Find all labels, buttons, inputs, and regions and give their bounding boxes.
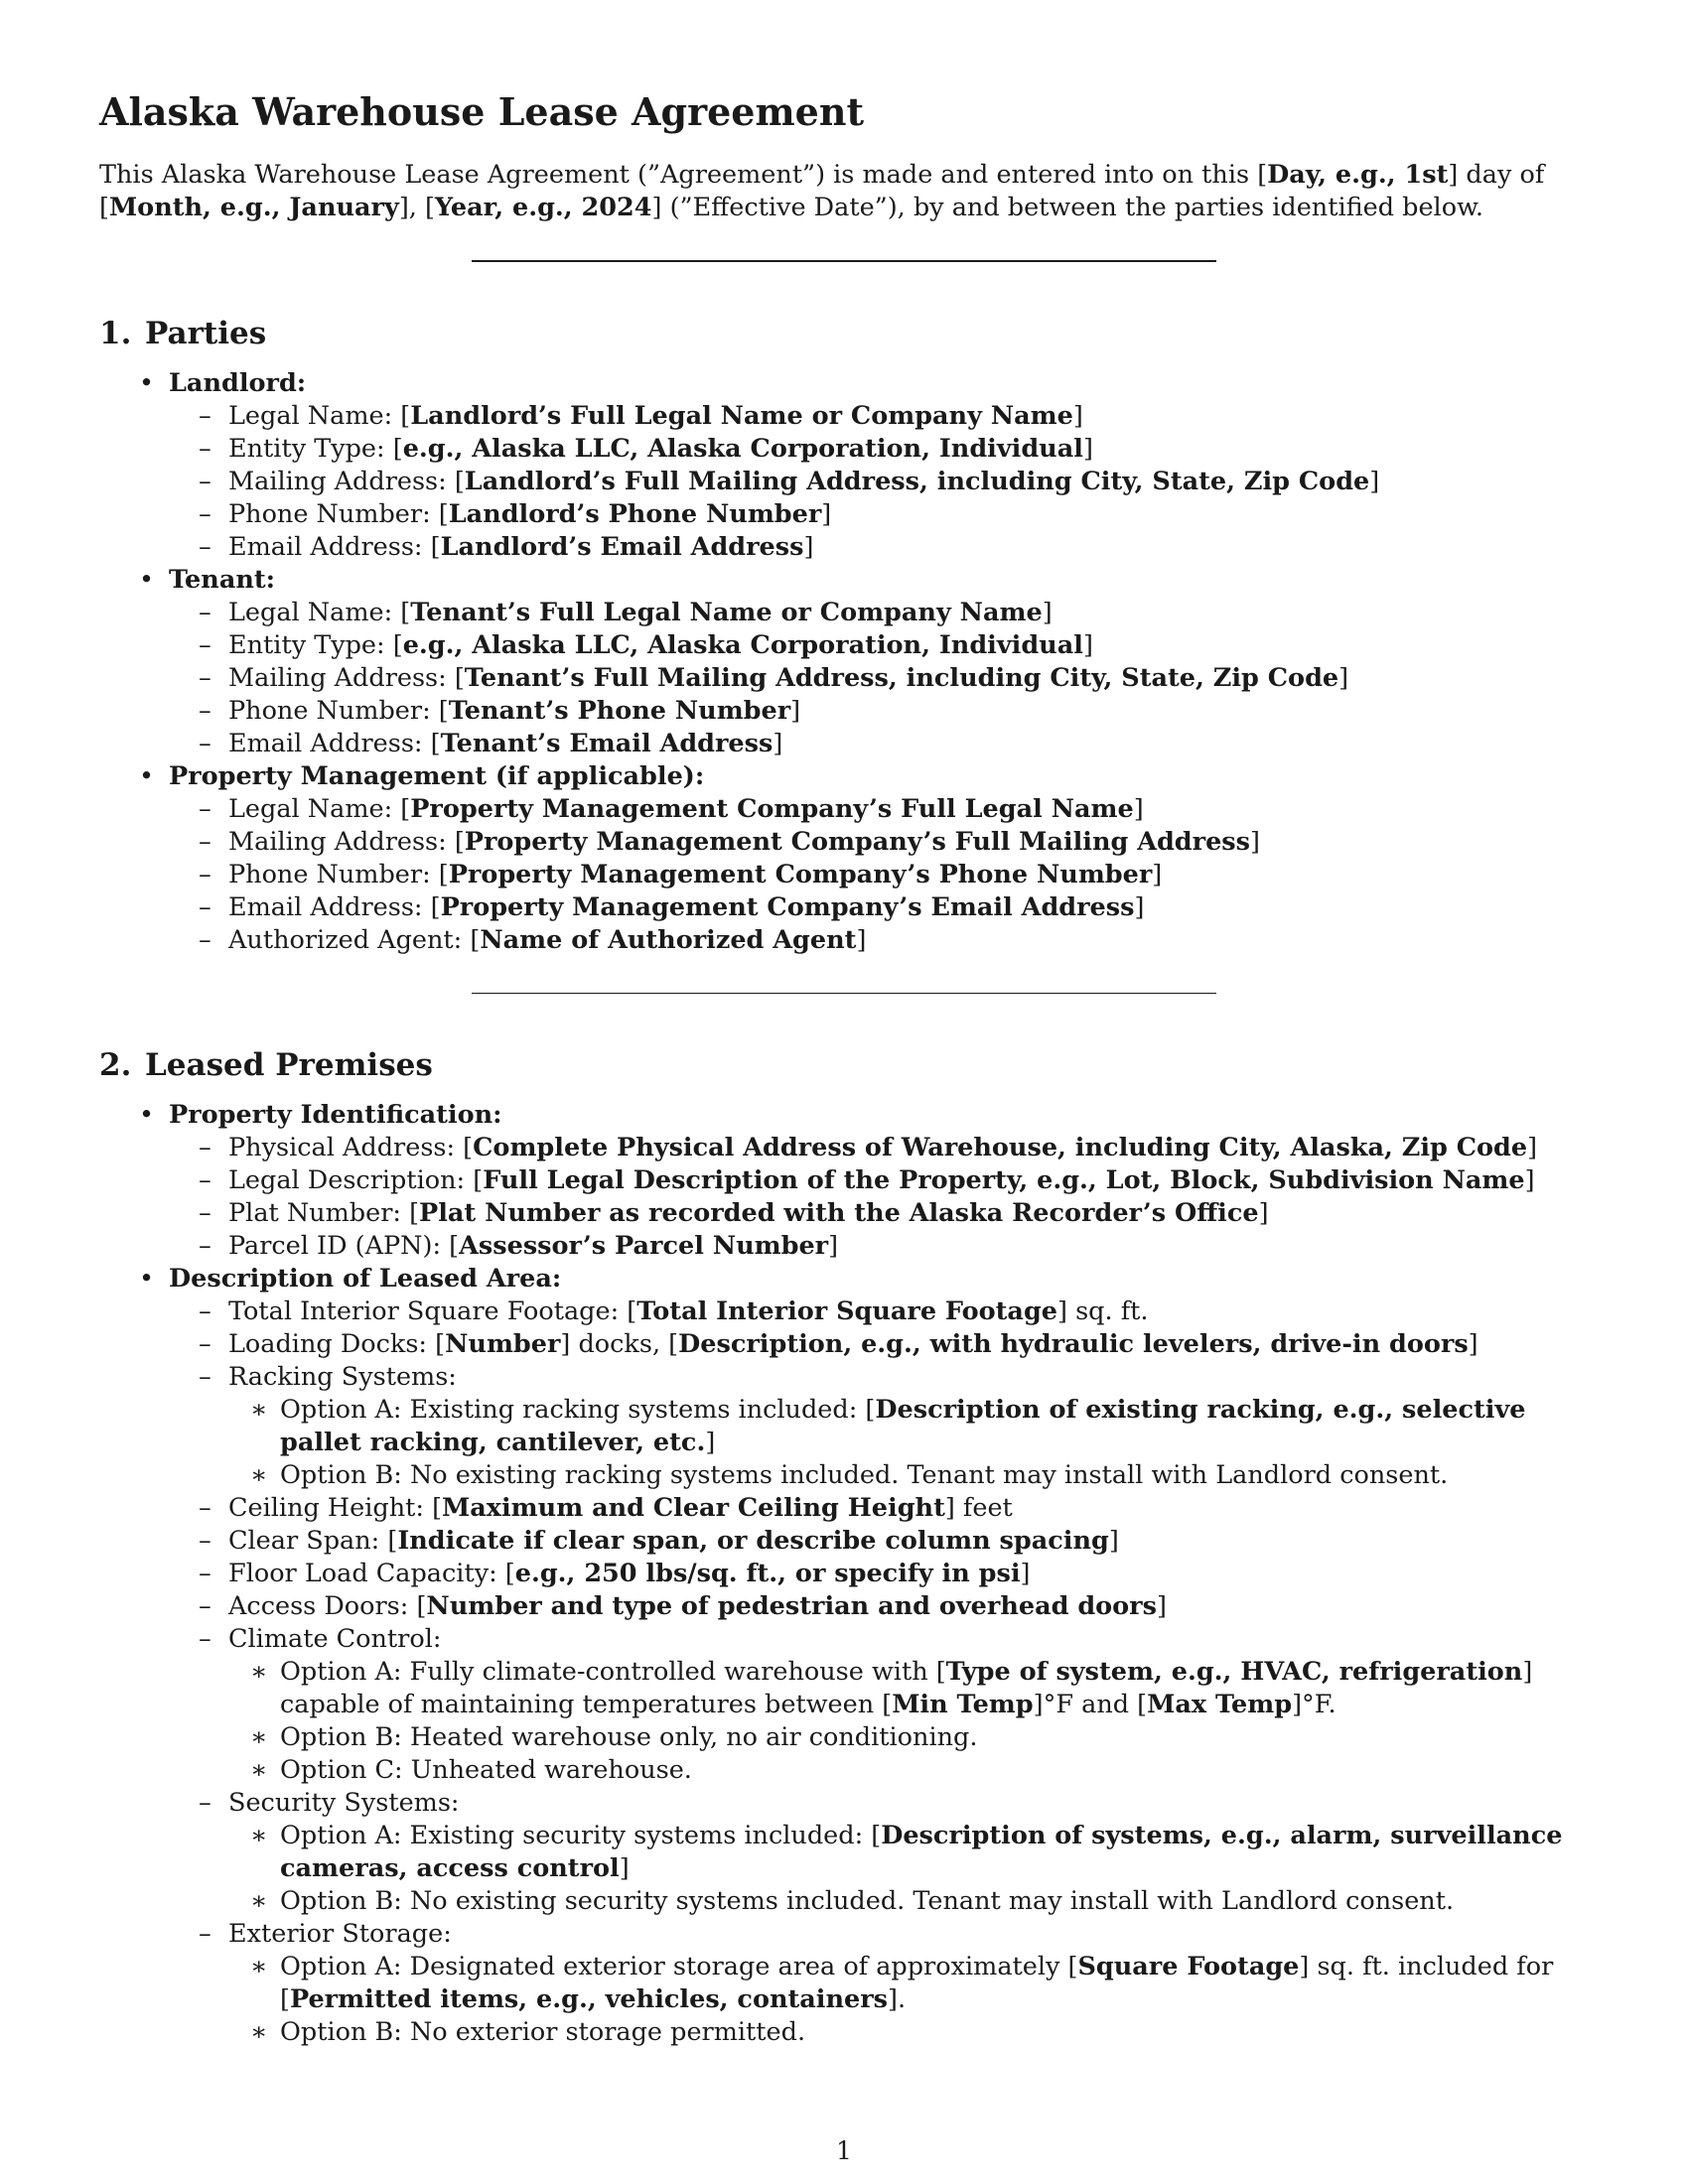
list-item: – Phone Number: [Tenant’s Phone Number]	[169, 695, 1589, 728]
list-item: – Legal Name: [Property Management Company’s Full Legal Name]	[169, 793, 1589, 826]
list-item: – Entity Type: [e.g., Alaska LLC, Alaska Corporation, Individual]	[169, 629, 1589, 662]
racking-systems-item: – Racking Systems: ∗ Option A: Existing racking systems included: [Description of existing racking, e.g., selective pallet racking, cantilever, etc.] ∗ Option B: No existing racking systems included. Tenant may install with Landlord consent.	[169, 1361, 1589, 1492]
list-item: – Legal Name: [Landlord’s Full Legal Name or Company Name]	[169, 400, 1589, 433]
square-footage-item: – Total Interior Square Footage: [Total Interior Square Footage] sq. ft.	[169, 1296, 1589, 1328]
list-item: – Phone Number: [Property Management Company’s Phone Number]	[169, 859, 1589, 891]
premises-list	[99, 1099, 1589, 2049]
option-item: ∗ Option B: No existing security systems included. Tenant may install with Landlord consent.	[169, 1885, 1589, 1918]
clear-span-item: – Clear Span: [Indicate if clear span, or describe column spacing]	[169, 1525, 1589, 1558]
option-item: ∗ Option A: Existing security systems included: [Description of systems, e.g., alarm, surveillance cameras, access control]	[169, 1820, 1589, 1885]
list-item: – Email Address: [Tenant’s Email Address]	[169, 728, 1589, 760]
list-item: – Authorized Agent: [Name of Authorized Agent]	[169, 924, 1589, 957]
list-item: – Plat Number: [Plat Number as recorded with the Alaska Recorder’s Office]	[169, 1197, 1589, 1230]
parties-list	[99, 367, 1589, 957]
document-title: Alaska Warehouse Lease Agreement	[99, 89, 865, 134]
list-item: – Legal Name: [Tenant’s Full Legal Name or Company Name]	[169, 597, 1589, 629]
list-item: – Physical Address: [Complete Physical Address of Warehouse, including City, Alaska, Zip Code]	[169, 1132, 1589, 1164]
climate-control-item: – Climate Control: ∗ Option A: Fully climate-controlled warehouse with [Type of system, e.g., HVAC, refrigeration] capable of maintaining temperatures between [Min Temp]°F and [Max Temp]°F. ∗ Option B: Heated warehouse only, no air conditioning. ∗ Option C: Unheated warehouse.	[169, 1623, 1589, 1787]
section-divider	[472, 993, 1216, 994]
property-identification-item: • Property Identification: – Physical Address: [Complete Physical Address of Warehouse, including City, Alaska, Zip Code] – Legal Description: [Full Legal Description of the Property, e.g., Lot, Block, Subdivision Name] – Plat Number: [Plat Number as recorded with the Alaska Recorder’s Office] – Parcel ID (APN): [Assessor’s Parcel Number]	[99, 1099, 1589, 1263]
ceiling-height-item: – Ceiling Height: [Maximum and Clear Ceiling Height] feet	[169, 1492, 1589, 1525]
list-item: – Email Address: [Property Management Company’s Email Address]	[169, 891, 1589, 924]
property-management-item: • Property Management (if applicable): – Legal Name: [Property Management Company’s Full Legal Name] – Mailing Address: [Property Management Company’s Full Mailing Address] – Phone Number: [Property Management Company’s Phone Number] – Email Address: [Property Management Company’s Email Address] – Authorized Agent: [Name of Authorized Agent]	[99, 760, 1589, 957]
list-item: – Entity Type: [e.g., Alaska LLC, Alaska Corporation, Individual]	[169, 433, 1589, 466]
landlord-item: • Landlord: – Legal Name: [Landlord’s Full Legal Name or Company Name] – Entity Type: [e.g., Alaska LLC, Alaska Corporation, Individual] – Mailing Address: [Landlord’s Full Mailing Address, including City, State, Zip Code] – Phone Number: [Landlord’s Phone Number] – Email Address: [Landlord’s Email Address]	[99, 367, 1589, 564]
loading-docks-item: – Loading Docks: [Number] docks, [Description, e.g., with hydraulic levelers, drive-in doors]	[169, 1328, 1589, 1361]
list-item: – Mailing Address: [Tenant’s Full Mailing Address, including City, State, Zip Code]	[169, 662, 1589, 695]
option-item: ∗ Option A: Existing racking systems included: [Description of existing racking, e.g., selective pallet racking, cantilever, etc.]	[169, 1394, 1589, 1459]
security-systems-item: – Security Systems: ∗ Option A: Existing security systems included: [Description of systems, e.g., alarm, surveillance cameras, access control] ∗ Option B: No existing security systems included. Tenant may install with Landlord consent.	[169, 1787, 1589, 1918]
leased-area-item: • Description of Leased Area: – Total Interior Square Footage: [Total Interior Square Footage] sq. ft. – Loading Docks: [Number] docks, [Description, e.g., with hydraulic levelers, drive-in doors] – Racking Systems: ∗ Option A: Existing racking systems included: [Description of existing racking, e.g., selective pallet racking, cantilever, etc.] ∗ Option B: No existing racking systems included. Tenant may install with Landlord consent. – Ceiling Height: [Maximum and Clear Ceiling Height] feet – Clear Span: [Indicate if clear span, or describe column spacing] – Floor Load Capacity: [e.g., 250 lbs/sq. ft., or specify in psi] – Access Doors: [Number and type of pedestrian and overhead doors] – Climate Control: ∗ Option A: Fully climate-controlled warehouse with [Type of system, e.g., HVAC, refrigeration] capable of maintaining temperatures between [Min Temp]°F and [Max Temp]°F. ∗ Option B: Heated warehouse only, no air conditioning. ∗ Option C: Unheated warehouse. – Security Systems: ∗ Option A: Existing security systems included: [Description of systems, e.g., alarm, surveillance cameras, access control] ∗ Option B: No existing security systems included. Tenant may install with Landlord consent. – Exterior Storage: ∗ Option A: Designated exterior storage area of approximately [Square Footage] sq. ft. included for [Permitted items, e.g., vehicles, containers]. ∗ Option B: No exterior storage permitted.	[99, 1263, 1589, 2049]
page-number: 1	[836, 2136, 852, 2165]
list-item: – Email Address: [Landlord’s Email Address]	[169, 531, 1589, 564]
section-heading-parties: 1. Parties	[99, 316, 267, 351]
exterior-storage-item: – Exterior Storage: ∗ Option A: Designated exterior storage area of approximately [Square Footage] sq. ft. included for [Permitted items, e.g., vehicles, containers]. ∗ Option B: No exterior storage permitted.	[169, 1918, 1589, 2049]
floor-load-item: – Floor Load Capacity: [e.g., 250 lbs/sq. ft., or specify in psi]	[169, 1558, 1589, 1590]
list-item: – Legal Description: [Full Legal Description of the Property, e.g., Lot, Block, Subdivision Name]	[169, 1164, 1589, 1197]
option-item: ∗ Option A: Fully climate-controlled warehouse with [Type of system, e.g., HVAC, refrigeration] capable of maintaining temperatures between [Min Temp]°F and [Max Temp]°F.	[169, 1656, 1589, 1721]
access-doors-item: – Access Doors: [Number and type of pedestrian and overhead doors]	[169, 1590, 1589, 1623]
list-item: – Mailing Address: [Property Management Company’s Full Mailing Address]	[169, 826, 1589, 859]
month-placeholder: Month, e.g., January	[108, 193, 399, 222]
list-item: – Mailing Address: [Landlord’s Full Mailing Address, including City, State, Zip Code]	[169, 466, 1589, 498]
section-heading-leased-premises: 2. Leased Premises	[99, 1047, 433, 1083]
year-placeholder: Year, e.g., 2024	[434, 193, 652, 222]
option-item: ∗ Option C: Unheated warehouse.	[169, 1754, 1589, 1787]
option-item: ∗ Option A: Designated exterior storage area of approximately [Square Footage] sq. ft. included for [Permitted items, e.g., vehicles, containers].	[169, 1951, 1589, 2016]
option-item: ∗ Option B: No exterior storage permitted.	[169, 2016, 1589, 2049]
section-divider	[472, 260, 1216, 262]
option-item: ∗ Option B: No existing racking systems included. Tenant may install with Landlord consent.	[169, 1459, 1589, 1492]
tenant-item: • Tenant: – Legal Name: [Tenant’s Full Legal Name or Company Name] – Entity Type: [e.g., Alaska LLC, Alaska Corporation, Individual] – Mailing Address: [Tenant’s Full Mailing Address, including City, State, Zip Code] – Phone Number: [Tenant’s Phone Number] – Email Address: [Tenant’s Email Address]	[99, 564, 1589, 760]
option-item: ∗ Option B: Heated warehouse only, no air conditioning.	[169, 1721, 1589, 1754]
intro-paragraph: This Alaska Warehouse Lease Agreement (”Agreement”) is made and entered into on this [Day, e.g., 1st] day of [Month, e.g., January], [Year, e.g., 2024] (”Effective Date”), by and between the parties identified below.	[99, 160, 1545, 222]
list-item: – Parcel ID (APN): [Assessor’s Parcel Number]	[169, 1230, 1589, 1263]
list-item: – Phone Number: [Landlord’s Phone Number]	[169, 498, 1589, 531]
day-placeholder: Day, e.g., 1st	[1267, 160, 1449, 190]
document-body	[99, 87, 1589, 2049]
